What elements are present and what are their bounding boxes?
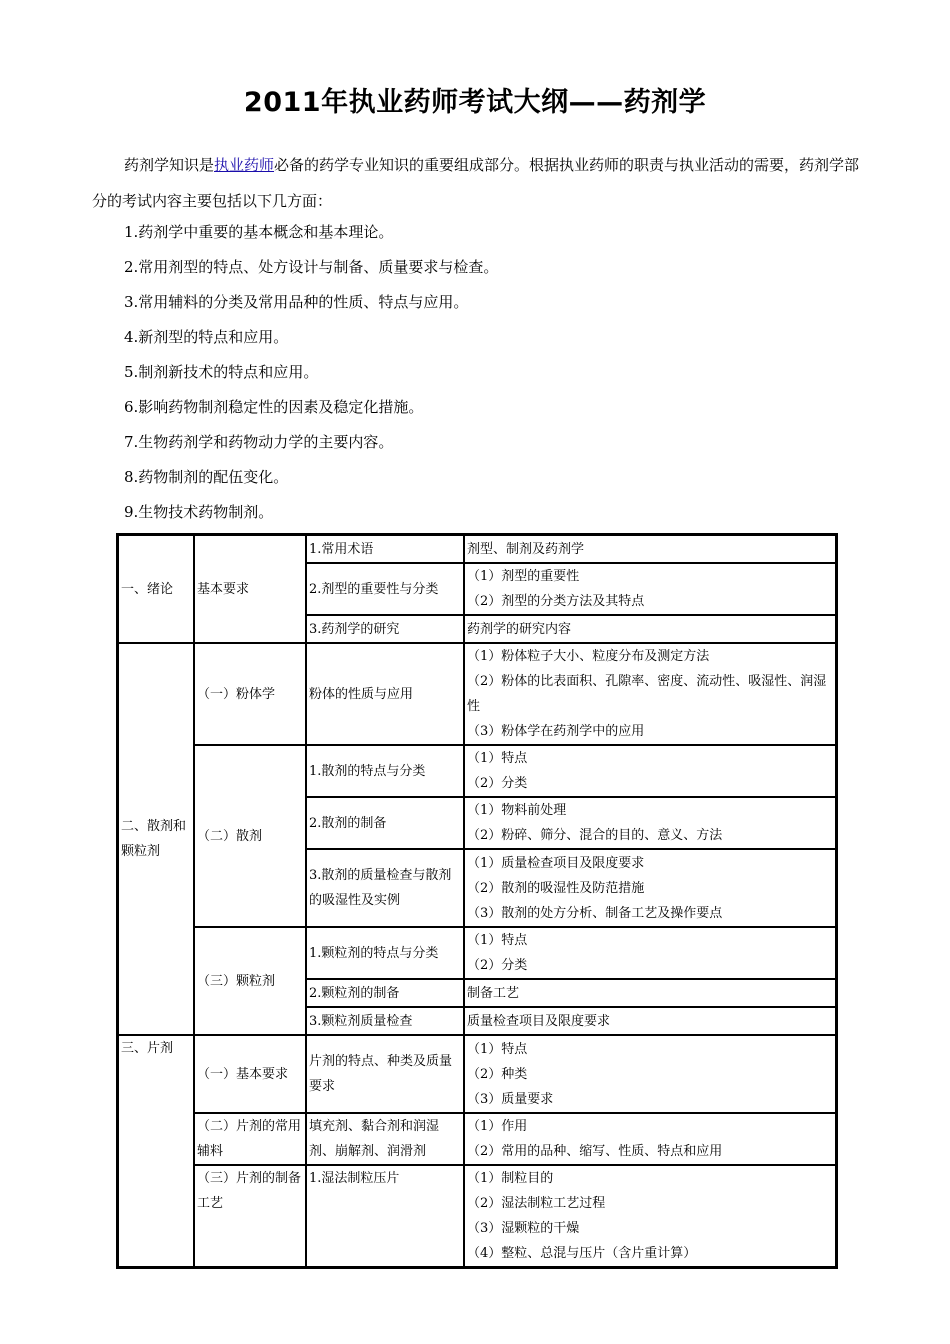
content-cell bbox=[464, 1165, 836, 1267]
list-item: 5.制剂新技术的特点和应用。 bbox=[124, 363, 319, 381]
content-line: （2）散剂的吸湿性及防范措施 bbox=[467, 880, 645, 896]
item-cell: 2.散剂的制备 bbox=[306, 797, 464, 849]
content-cell bbox=[464, 1035, 836, 1113]
table-row bbox=[118, 1035, 836, 1113]
subunit-cell: （二）片剂的常用辅料 bbox=[194, 1113, 306, 1165]
list-item: 7.生物药剂学和药物动力学的主要内容。 bbox=[124, 433, 394, 451]
item-cell: 粉体的性质与应用 bbox=[306, 643, 464, 745]
content-line: （1）作用 bbox=[467, 1119, 528, 1134]
content-line: 制备工艺 bbox=[467, 985, 520, 1001]
subunit-cell: （三）片剂的制备工艺 bbox=[194, 1165, 306, 1267]
subunit-cell: 基本要求 bbox=[194, 535, 306, 643]
unit-cell: 二、散剂和颗粒剂 bbox=[118, 643, 194, 1035]
content-line: （3）质量要求 bbox=[467, 1091, 554, 1107]
content-line: （2）种类 bbox=[467, 1066, 528, 1082]
content-cell bbox=[464, 1007, 836, 1035]
content-line: （1）特点 bbox=[467, 751, 528, 766]
list-item: 3.常用辅料的分类及常用品种的性质、特点与应用。 bbox=[124, 293, 469, 311]
content-line: （2）分类 bbox=[467, 958, 528, 973]
table-row bbox=[118, 1113, 836, 1165]
subunit-cell: （一）粉体学 bbox=[194, 643, 306, 745]
licensed-pharmacist-link[interactable]: 执业药师 bbox=[214, 156, 275, 174]
content-line: （2）分类 bbox=[467, 776, 528, 791]
content-cell bbox=[464, 745, 836, 797]
content-line: （2）常用的品种、缩写、性质、特点和应用 bbox=[467, 1144, 723, 1159]
content-line: （4）整粒、总混与压片（含片重计算） bbox=[467, 1246, 697, 1261]
content-cell bbox=[464, 849, 836, 927]
item-cell: 3.药剂学的研究 bbox=[306, 615, 464, 643]
content-line: （3）湿颗粒的干燥 bbox=[467, 1221, 580, 1236]
content-list bbox=[124, 217, 498, 532]
item-cell: 1.湿法制粒压片 bbox=[306, 1165, 464, 1267]
table-row bbox=[118, 927, 836, 979]
content-line: 药剂学的研究内容 bbox=[467, 621, 572, 637]
content-cell bbox=[464, 1113, 836, 1165]
content-cell bbox=[464, 643, 836, 745]
content-cell bbox=[464, 927, 836, 979]
content-line: （1）物料前处理 bbox=[467, 803, 567, 818]
content-line: （1）剂型的重要性 bbox=[467, 569, 580, 584]
subunit-cell: （三）颗粒剂 bbox=[194, 927, 306, 1035]
item-cell: 2.剂型的重要性与分类 bbox=[306, 563, 464, 615]
table-row bbox=[118, 643, 836, 745]
page-title: 2011年执业药师考试大纲——药剂学 bbox=[243, 87, 707, 118]
item-cell: 2.颗粒剂的制备 bbox=[306, 979, 464, 1007]
list-item: 4.新剂型的特点和应用。 bbox=[124, 328, 289, 346]
content-line: （2）湿法制粒工艺过程 bbox=[467, 1196, 606, 1211]
unit-cell: 一、绪论 bbox=[118, 535, 194, 643]
item-cell: 1.颗粒剂的特点与分类 bbox=[306, 927, 464, 979]
content-cell bbox=[464, 797, 836, 849]
item-cell: 3.颗粒剂质量检查 bbox=[306, 1007, 464, 1035]
content-line: （2）粉体的比表面积、孔隙率、密度、流动性、吸湿性、润湿性 bbox=[467, 674, 827, 714]
content-line: （1）特点 bbox=[467, 1041, 528, 1057]
table-row bbox=[118, 745, 836, 797]
content-cell bbox=[464, 615, 836, 643]
list-item: 1.药剂学中重要的基本概念和基本理论。 bbox=[124, 223, 394, 241]
list-item: 8.药物制剂的配伍变化。 bbox=[124, 468, 289, 486]
content-line: 质量检查项目及限度要求 bbox=[467, 1013, 611, 1029]
item-cell: 片剂的特点、种类及质量要求 bbox=[306, 1035, 464, 1113]
item-cell: 填充剂、黏合剂和润湿剂、崩解剂、润滑剂 bbox=[306, 1113, 464, 1165]
content-line: （3）粉体学在药剂学中的应用 bbox=[467, 724, 645, 739]
content-cell bbox=[464, 563, 836, 615]
content-cell bbox=[464, 535, 836, 563]
content-line: （2）剂型的分类方法及其特点 bbox=[467, 594, 645, 609]
item-cell: 1.散剂的特点与分类 bbox=[306, 745, 464, 797]
list-item: 6.影响药物制剂稳定性的因素及稳定化措施。 bbox=[124, 398, 424, 416]
unit-cell: 三、片剂 bbox=[118, 1035, 194, 1267]
subunit-cell: （一）基本要求 bbox=[194, 1035, 306, 1113]
table-row bbox=[118, 535, 836, 563]
content-line: （1）质量检查项目及限度要求 bbox=[467, 855, 645, 871]
content-line: （3）散剂的处方分析、制备工艺及操作要点 bbox=[467, 905, 723, 921]
content-line: （1）特点 bbox=[467, 933, 528, 948]
intro-text-after: 必备的药学专业知识的重要组成部分。根据执业药师的职责与执业活动的需要，药剂学部分的考试内容主要包括以下几方面： bbox=[92, 156, 860, 210]
content-line: （1）粉体粒子大小、粒度分布及测定方法 bbox=[467, 649, 710, 664]
content-line: （1）制粒目的 bbox=[467, 1171, 554, 1186]
subunit-cell: （二）散剂 bbox=[194, 745, 306, 927]
intro-text-before: 药剂学知识是 bbox=[124, 156, 215, 174]
item-cell: 1.常用术语 bbox=[306, 535, 464, 563]
list-item: 9.生物技术药物制剂。 bbox=[124, 503, 274, 521]
list-item: 2.常用剂型的特点、处方设计与制备、质量要求与检查。 bbox=[124, 258, 499, 276]
syllabus-table bbox=[116, 533, 838, 1269]
table-row bbox=[118, 1165, 836, 1267]
item-cell: 3.散剂的质量检查与散剂的吸湿性及实例 bbox=[306, 849, 464, 927]
content-line: （2）粉碎、筛分、混合的目的、意义、方法 bbox=[467, 828, 723, 843]
content-line: 剂型、制剂及药剂学 bbox=[467, 541, 585, 557]
content-cell bbox=[464, 979, 836, 1007]
intro-paragraph bbox=[92, 147, 860, 219]
